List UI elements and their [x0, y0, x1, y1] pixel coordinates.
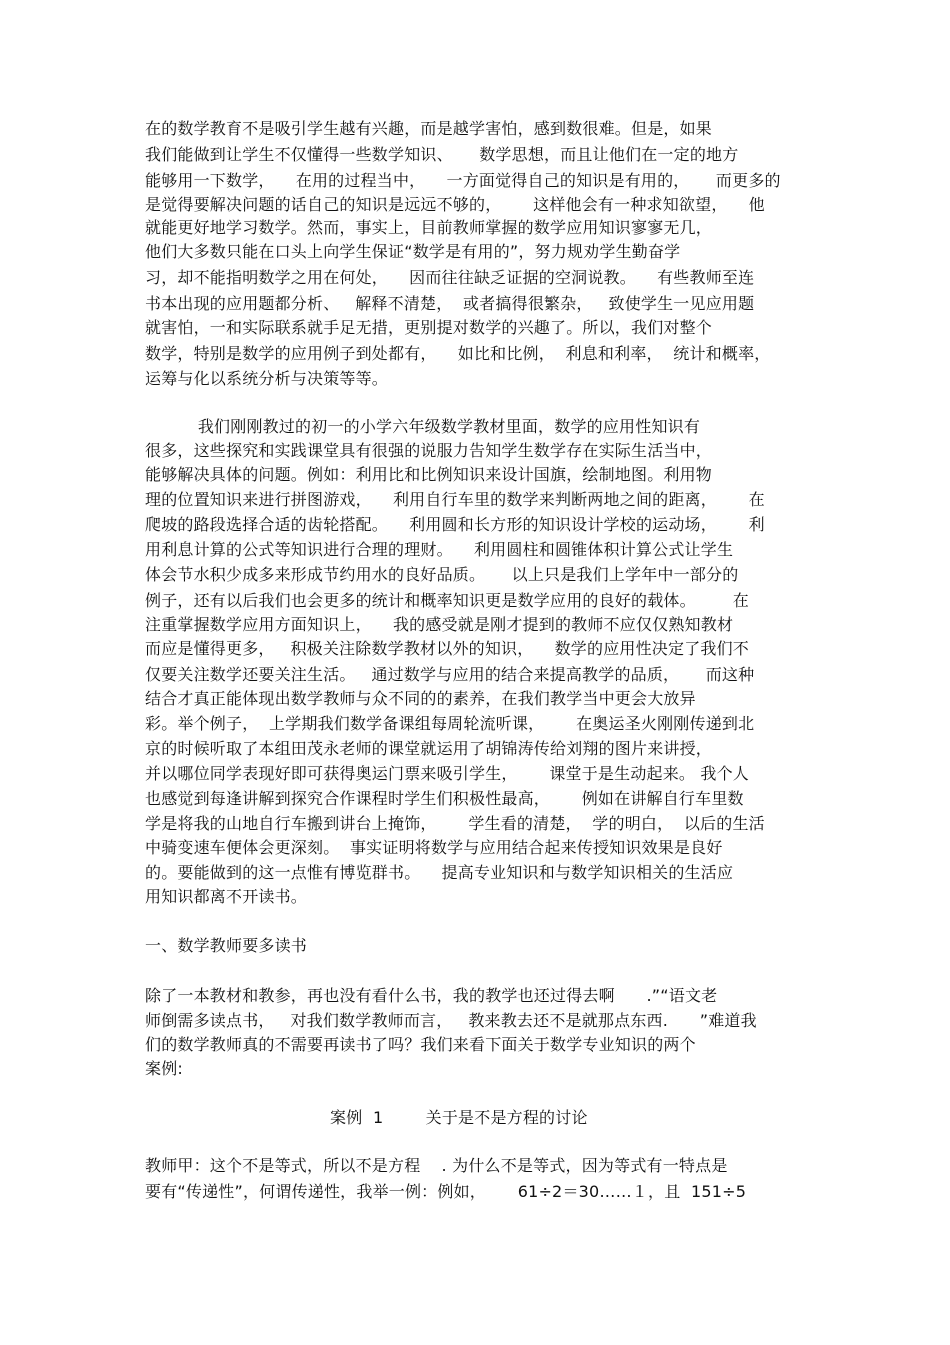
paragraph-line: 京的时候听取了本组田茂永老师的课堂就运用了胡锦涛传给刘翔的图片来讲授，: [145, 739, 713, 758]
paragraph-line: 体会节水积少成多来形成节约用水的良好品质。 以上只是我们上学年中一部分的: [145, 565, 739, 584]
paragraph-line: 师倒需多读点书， 对我们数学教师而言， 教来教去还不是就那点东西. ”难道我: [145, 1011, 757, 1030]
paragraph-line: 结合才真正能体现出数学教师与众不同的的素养，在我们教学当中更会大放异: [145, 689, 696, 708]
section-heading: 一、数学教师要多读书: [145, 936, 308, 955]
paragraph-line: 很多，这些探究和实践课堂具有很强的说服力告知学生数学存在实际生活当中，: [145, 441, 713, 460]
paragraph-line: 例子，还有以后我们也会更多的统计和概率知识更是数学应用的良好的载体。 在: [145, 591, 750, 610]
paragraph-line: 在的数学教育不是吸引学生越有兴趣，而是越学害怕，感到数很难。但是，如果: [145, 119, 713, 138]
paragraph-line: 就能更好地学习数学。然而，事实上，目前教师掌握的数学应用知识寥寥无几，: [145, 218, 713, 237]
paragraph-line: 的。要能做到的这一点惟有博览群书。 提高专业知识和与数学知识相关的生活应: [145, 863, 734, 882]
paragraph-line: 运筹与化以系统分析与决策等等。: [145, 369, 389, 388]
paragraph-line: 数学，特别是数学的应用例子到处都有， 如比和比例， 利息和利率， 统计和概率，: [145, 344, 771, 363]
paragraph-line: 就害怕，一和实际联系就手足无措，更别提对数学的兴趣了。所以，我们对整个: [145, 318, 713, 337]
paragraph-line: 爬坡的路段选择合适的齿轮搭配。 利用圆和长方形的知识设计学校的运动场， 利: [145, 515, 765, 534]
paragraph-line: 要有“传递性”，何谓传递性，我举一例：例如， 61÷2＝30……１，且 151÷5: [145, 1182, 747, 1201]
case-title: 案例 1 关于是不是方程的讨论: [330, 1108, 588, 1127]
paragraph-line: 是觉得要解决问题的话自己的知识是远远不够的， 这样他会有一种求知欲望， 他: [145, 195, 765, 214]
paragraph-line: 理的位置知识来进行拼图游戏， 利用自行车里的数学来判断两地之间的距离， 在: [145, 490, 765, 509]
paragraph-line: 用利息计算的公式等知识进行合理的理财。 利用圆柱和圆锥体积计算公式让学生: [145, 540, 734, 559]
paragraph-line: 能够解决具体的问题。例如：利用比和比例知识来设计国旗，绘制地图。利用物: [145, 465, 713, 484]
paragraph-line: 用知识都离不开读书。: [145, 887, 308, 906]
paragraph-line: 书本出现的应用题都分析、 解释不清楚， 或者搞得很繁杂， 致使学生一见应用题: [145, 294, 755, 313]
paragraph-line: 们的数学教师真的不需要再读书了吗？我们来看下面关于数学专业知识的两个: [145, 1035, 696, 1054]
paragraph-line: 我们刚刚教过的初一的小学六年级数学教材里面，数学的应用性知识有: [145, 417, 701, 436]
paragraph-line: 仅要关注数学还要关注生活。 通过数学与应用的结合来提高教学的品质， 而这种: [145, 665, 755, 684]
paragraph-line: 学是将我的山地自行车搬到讲台上掩饰， 学生看的清楚， 学的明白， 以后的生活: [145, 814, 765, 833]
paragraph-line: 他们大多数只能在口头上向学生保证“数学是有用的”，努力规劝学生勤奋学: [145, 242, 681, 261]
paragraph-line: 并以哪位同学表现好即可获得奥运门票来吸引学生， 课堂于是生动起来。 我个人: [145, 764, 750, 783]
paragraph-line: 彩。举个例子， 上学期我们数学备课组每周轮流听课， 在奥运圣火刚刚传递到北: [145, 714, 755, 733]
paragraph-line: 能够用一下数学， 在用的过程当中， 一方面觉得自己的知识是有用的， 而更多的: [145, 171, 781, 190]
paragraph-line: 习，却不能指明数学之用在何处， 因而往往缺乏证据的空洞说教。 有些教师至连: [145, 268, 755, 287]
paragraph-line: 而应是懂得更多， 积极关注除数学教材以外的知识， 数学的应用性决定了我们不: [145, 639, 750, 658]
paragraph-line: 也感觉到每逢讲解到探究合作课程时学生们积极性最高， 例如在讲解自行车里数: [145, 789, 744, 808]
paragraph-line: 中骑变速车便体会更深刻。 事实证明将数学与应用结合起来传授知识效果是良好: [145, 838, 723, 857]
paragraph-line: 教师甲：这个不是等式，所以不是方程 . 为什么不是等式，因为等式有一特点是: [145, 1156, 728, 1175]
paragraph-line: 除了一本教材和教参，再也没有看什么书，我的教学也还过得去啊 .”“语文老: [145, 986, 718, 1005]
paragraph-line: 案例:: [145, 1059, 183, 1078]
paragraph-line: 注重掌握数学应用方面知识上， 我的感受就是刚才提到的教师不应仅仅熟知教材: [145, 615, 734, 634]
paragraph-line: 我们能做到让学生不仅懂得一些数学知识、 数学思想，而且让他们在一定的地方: [145, 145, 739, 164]
